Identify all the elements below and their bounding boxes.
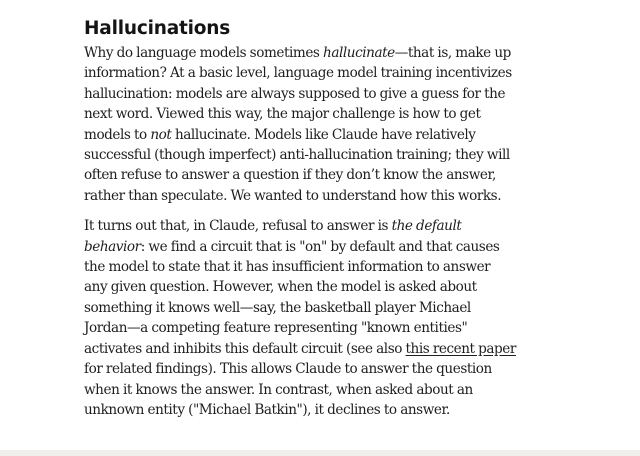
paragraph-text: —that is, make up information? At a basic level, language model training incentivizes hallucination: models are always supposed to give a guess for the next word. Viewed this way, the major challenge is how to get models to <box>84 45 512 143</box>
article-section <box>84 16 516 420</box>
section-heading: Hallucinations <box>84 18 231 39</box>
emphasis-not: not <box>150 126 172 143</box>
emphasis-hallucinate: hallucinate <box>323 45 395 61</box>
paragraph-refusal-circuit <box>84 216 516 420</box>
paragraph-text: It turns out that, in Claude, refusal to answer is <box>84 218 392 235</box>
paragraph-text: hallucinate. Models like Claude have relatively successful (though imperfect) anti-hallucination training; they will often refuse to answer a question if they don’t know the answer, rather than speculate. We wanted to understand how this works. <box>84 126 510 204</box>
recent-paper-link[interactable]: this recent paper <box>405 340 516 357</box>
paragraph-text: for related findings). This allows Claude to answer the question when it knows the answer. In contrast, when asked about an unknown entity ("Michael Batkin"), it declines to answer. <box>84 361 492 418</box>
emphasis-default-behavior: the default behavior <box>84 218 462 255</box>
paragraph-text: : we find a circuit that is "on" by default and that causes the model to state that it has insufficient information to answer any given question. However, when the model is asked about something it knows well—say, the basketball player Michael Jordan—a competing feature representing "known entities" activates and inhibits this default circuit (see also <box>84 238 500 357</box>
page-bottom-edge <box>0 450 640 456</box>
paragraph-hallucination-intro <box>84 43 516 206</box>
paragraph-text: Why do language models sometimes <box>84 45 324 61</box>
